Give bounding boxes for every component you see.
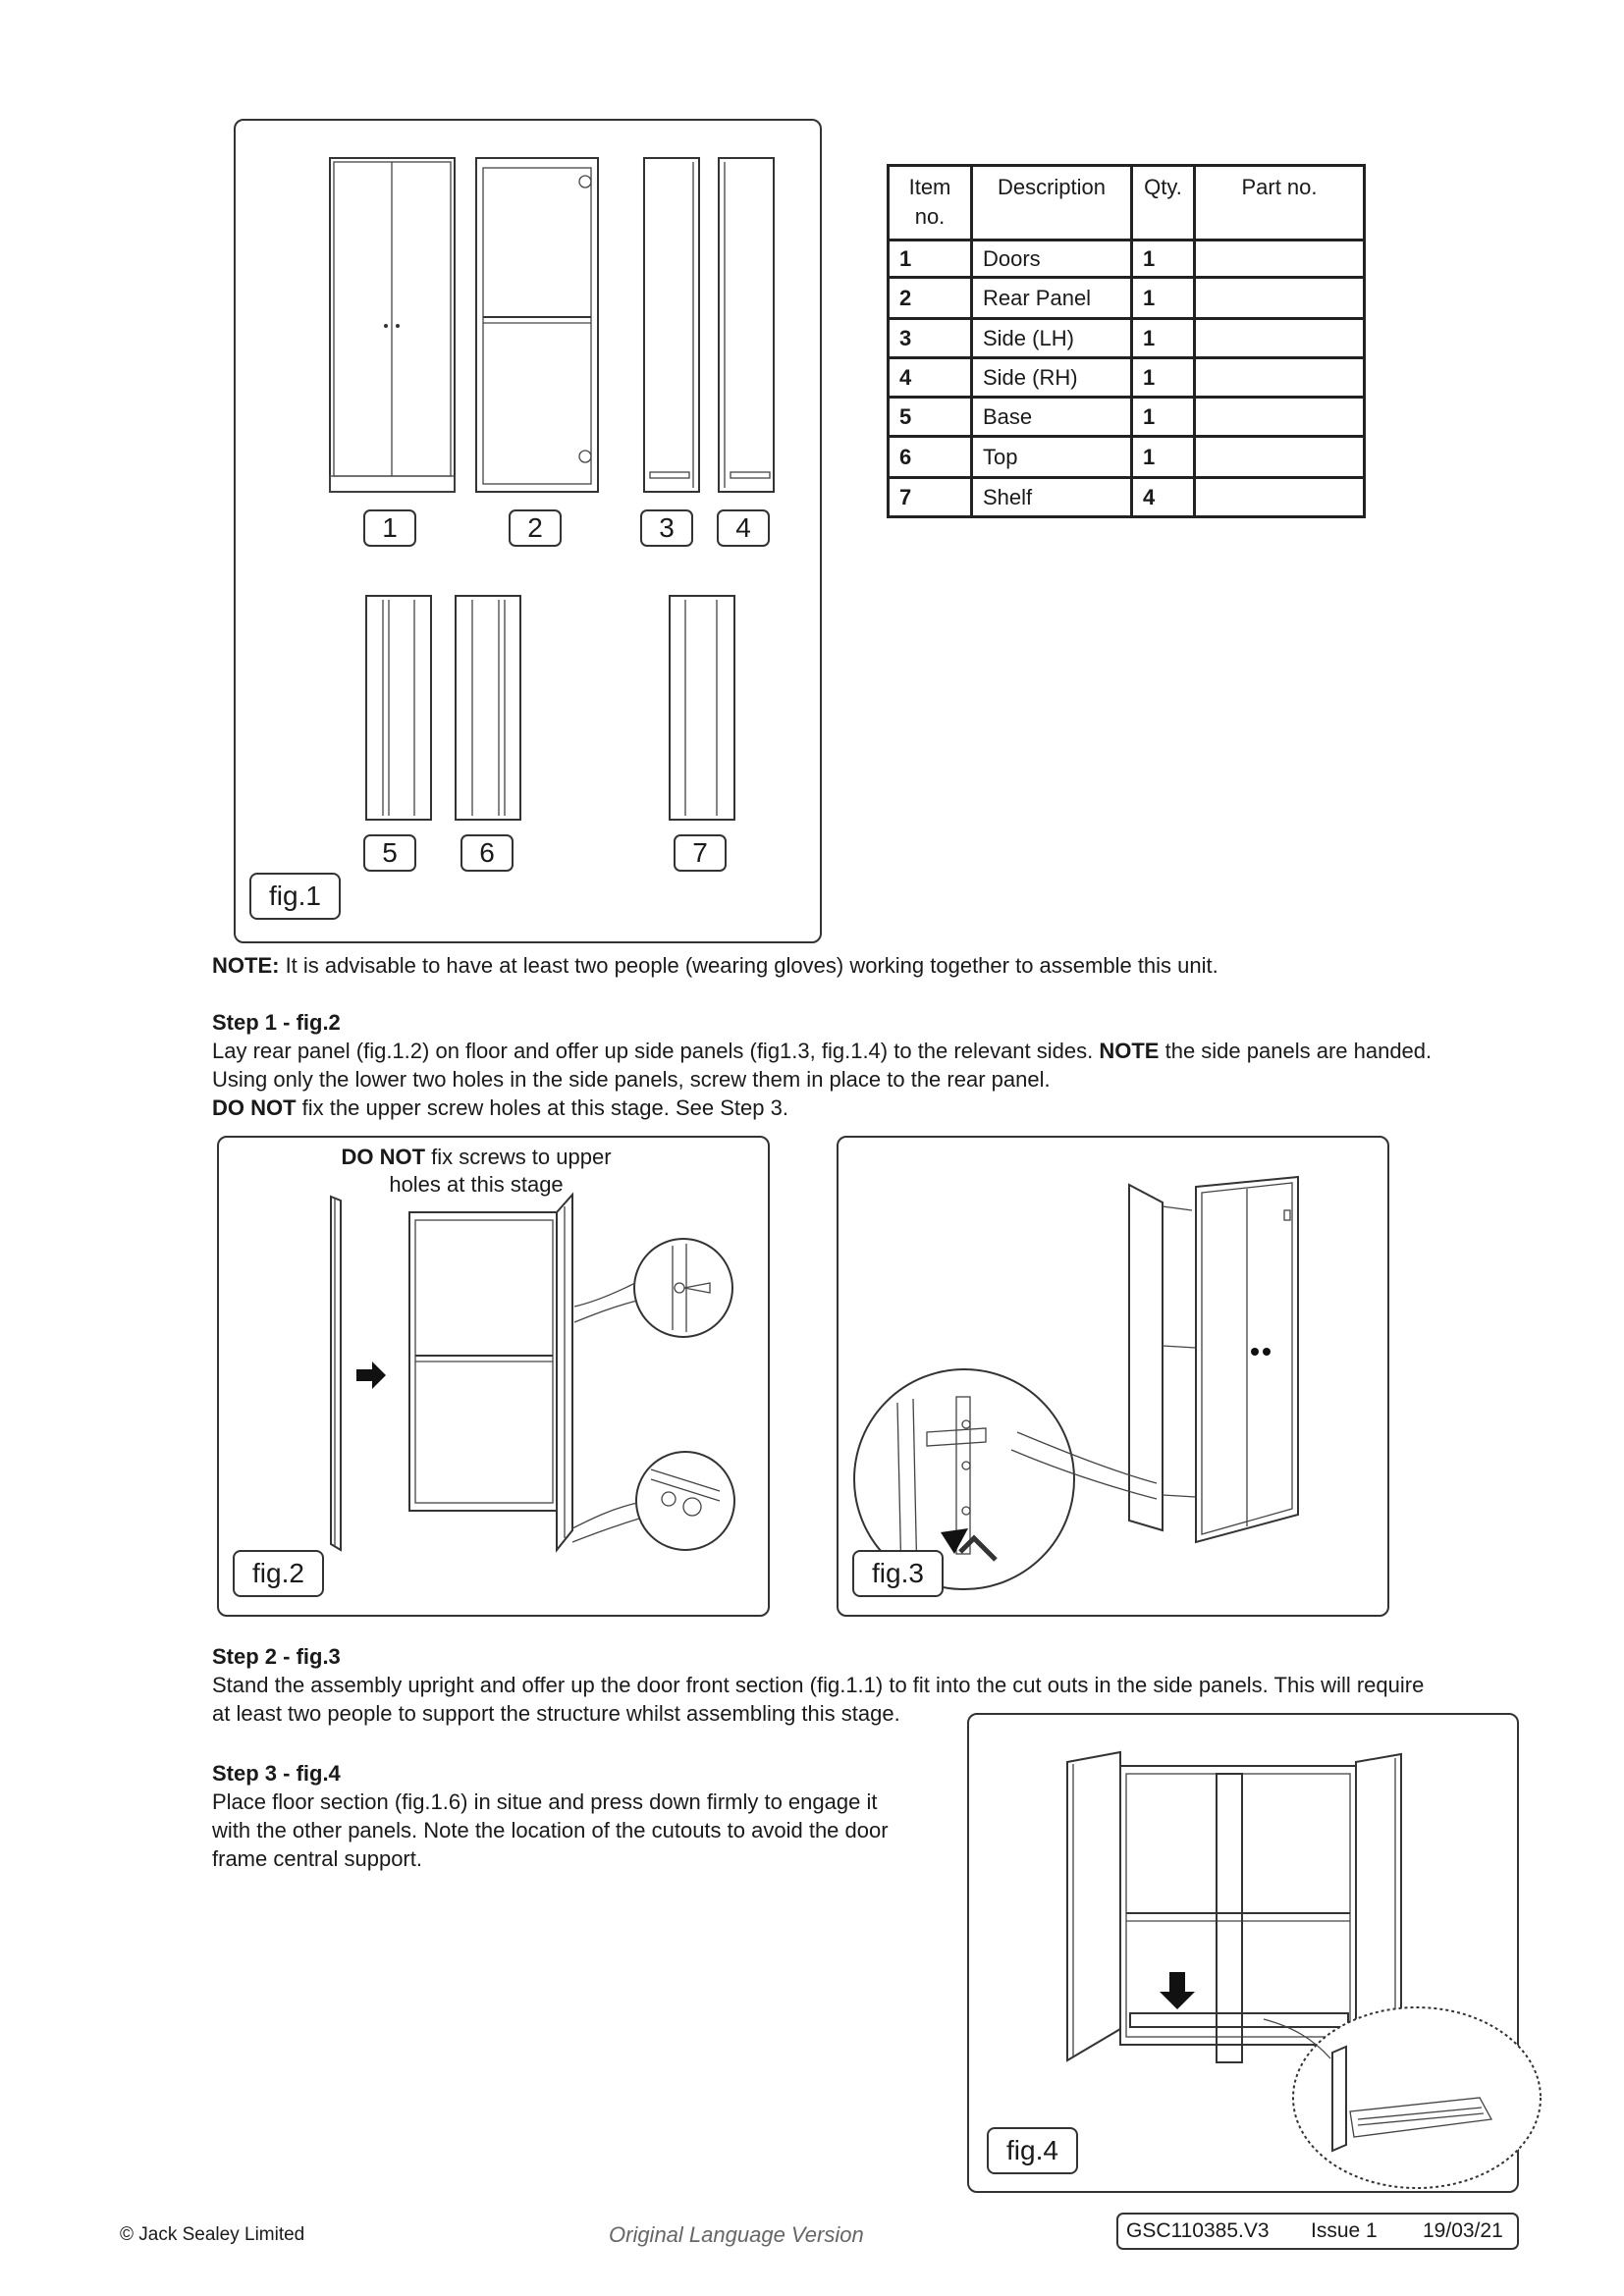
- header-qty: [1132, 166, 1195, 240]
- fig2-label: fig.2: [233, 1550, 324, 1597]
- step2-heading: Step 2 - fig.3: [212, 1644, 341, 1669]
- table-row: [889, 478, 1365, 517]
- cell-qty: 1: [1132, 278, 1195, 319]
- step1-heading: Step 1 - fig.2: [212, 1010, 341, 1035]
- step2-line2: at least two people to support the structure whilst assembling this stage.: [212, 1701, 900, 1726]
- header-description: [972, 166, 1132, 240]
- cell-qty: 1: [1132, 358, 1195, 398]
- header-item-no-text: Item no.: [908, 175, 951, 229]
- footer-copyright: © Jack Sealey Limited: [120, 2224, 305, 2245]
- part-top-drawing: [456, 596, 520, 820]
- table-row: [889, 358, 1365, 398]
- fig2-drawing: [219, 1138, 768, 1615]
- part-label-3: 3: [640, 509, 693, 547]
- part-doors-drawing: [330, 158, 455, 492]
- cell-part: [1195, 437, 1365, 478]
- cell-item: 3: [889, 319, 972, 358]
- header-item-no: [889, 166, 972, 240]
- fig2-panel: [217, 1136, 770, 1617]
- fig2-caption-line2: holes at this stage: [389, 1172, 564, 1197]
- part-base-drawing: [366, 596, 431, 820]
- cell-qty: 1: [1132, 398, 1195, 437]
- step3-line1: Place floor section (fig.1.6) in situe and press down firmly to engage it: [212, 1789, 878, 1814]
- note-text: It is advisable to have at least two people (wearing gloves) working together to assemble this unit.: [279, 953, 1218, 978]
- cell-desc: Shelf: [972, 478, 1132, 517]
- cell-part: [1195, 319, 1365, 358]
- note-label: NOTE:: [212, 953, 280, 978]
- part-label-2: 2: [509, 509, 562, 547]
- table-row: [889, 278, 1365, 319]
- step1-line1-text-a: Lay rear panel (fig.1.2) on floor and offer up side panels (fig1.3, fig.1.4) to the relevant sides.: [212, 1039, 1100, 1063]
- part-rear-panel-drawing: [476, 158, 598, 492]
- part-label-7: 7: [674, 834, 727, 872]
- step1-line3-text: fix the upper screw holes at this stage. See Step 3.: [296, 1095, 788, 1120]
- fig2-caption-bold: DO NOT: [341, 1145, 426, 1169]
- cell-part: [1195, 478, 1365, 517]
- cell-item: 4: [889, 358, 972, 398]
- header-qty-text: Qty.: [1144, 175, 1182, 199]
- step1-line3-do-not: DO NOT: [212, 1095, 297, 1120]
- cell-item: 7: [889, 478, 972, 517]
- footer-code: GSC110385.V3: [1126, 2219, 1270, 2242]
- table-header-row: [889, 166, 1365, 240]
- cell-item: 1: [889, 240, 972, 278]
- table-row: [889, 319, 1365, 358]
- fig2-caption-rest: fix screws to upper: [425, 1145, 612, 1169]
- header-part-no: [1195, 166, 1365, 240]
- step1-line2: Using only the lower two holes in the side panels, screw them in place to the rear panel.: [212, 1067, 1051, 1092]
- cell-qty: 1: [1132, 240, 1195, 278]
- fig3-label: fig.3: [852, 1550, 944, 1597]
- fig4-drawing: [969, 1715, 1517, 2191]
- cell-desc: Base: [972, 398, 1132, 437]
- step3-line2: with the other panels. Note the location of the cutouts to avoid the door: [212, 1818, 889, 1842]
- cell-desc: Top: [972, 437, 1132, 478]
- footer-date: 19/03/21: [1423, 2219, 1503, 2242]
- cell-qty: 4: [1132, 478, 1195, 517]
- table-row: [889, 437, 1365, 478]
- parts-table: [887, 164, 1366, 518]
- cell-part: [1195, 240, 1365, 278]
- step1-line1-text-c: the side panels are handed.: [1159, 1039, 1433, 1063]
- fig4-label: fig.4: [987, 2127, 1078, 2174]
- cell-qty: 1: [1132, 437, 1195, 478]
- cell-desc: Doors: [972, 240, 1132, 278]
- cell-item: 2: [889, 278, 972, 319]
- part-label-5: 5: [363, 834, 416, 872]
- cell-item: 6: [889, 437, 972, 478]
- part-label-1: 1: [363, 509, 416, 547]
- step1-line3: [212, 1094, 1528, 1122]
- fig1-label: fig.1: [249, 873, 341, 920]
- step1-line1-note: NOTE: [1099, 1039, 1160, 1063]
- cell-item: 5: [889, 398, 972, 437]
- cell-desc: Side (LH): [972, 319, 1132, 358]
- table-row: [889, 398, 1365, 437]
- cell-part: [1195, 278, 1365, 319]
- part-label-6: 6: [460, 834, 514, 872]
- step3-line3: frame central support.: [212, 1846, 422, 1871]
- fig4-panel: [967, 1713, 1519, 2193]
- header-description-text: Description: [997, 175, 1107, 199]
- footer-issue: Issue 1: [1311, 2219, 1378, 2242]
- fig3-panel: [837, 1136, 1389, 1617]
- fig1-panel: [234, 119, 822, 943]
- step1-line1: [212, 1037, 1528, 1065]
- footer-version: Original Language Version: [609, 2222, 864, 2247]
- part-label-4: 4: [717, 509, 770, 547]
- cell-qty: 1: [1132, 319, 1195, 358]
- part-shelf-drawing: [670, 596, 734, 820]
- cell-desc: Rear Panel: [972, 278, 1132, 319]
- part-side-rh-drawing: [719, 158, 774, 492]
- footer-doc-box: [1116, 2213, 1519, 2250]
- fig3-drawing: [839, 1138, 1387, 1615]
- header-part-no-text: Part no.: [1241, 175, 1318, 199]
- table-row: [889, 240, 1365, 278]
- note-paragraph: [212, 951, 1528, 980]
- step3-heading: Step 3 - fig.4: [212, 1761, 341, 1786]
- cell-desc: Side (RH): [972, 358, 1132, 398]
- part-side-lh-drawing: [644, 158, 699, 492]
- cell-part: [1195, 398, 1365, 437]
- step2-line1: Stand the assembly upright and offer up the door front section (fig.1.1) to fit into the cut outs in the side panels. This will require: [212, 1673, 1425, 1697]
- cell-part: [1195, 358, 1365, 398]
